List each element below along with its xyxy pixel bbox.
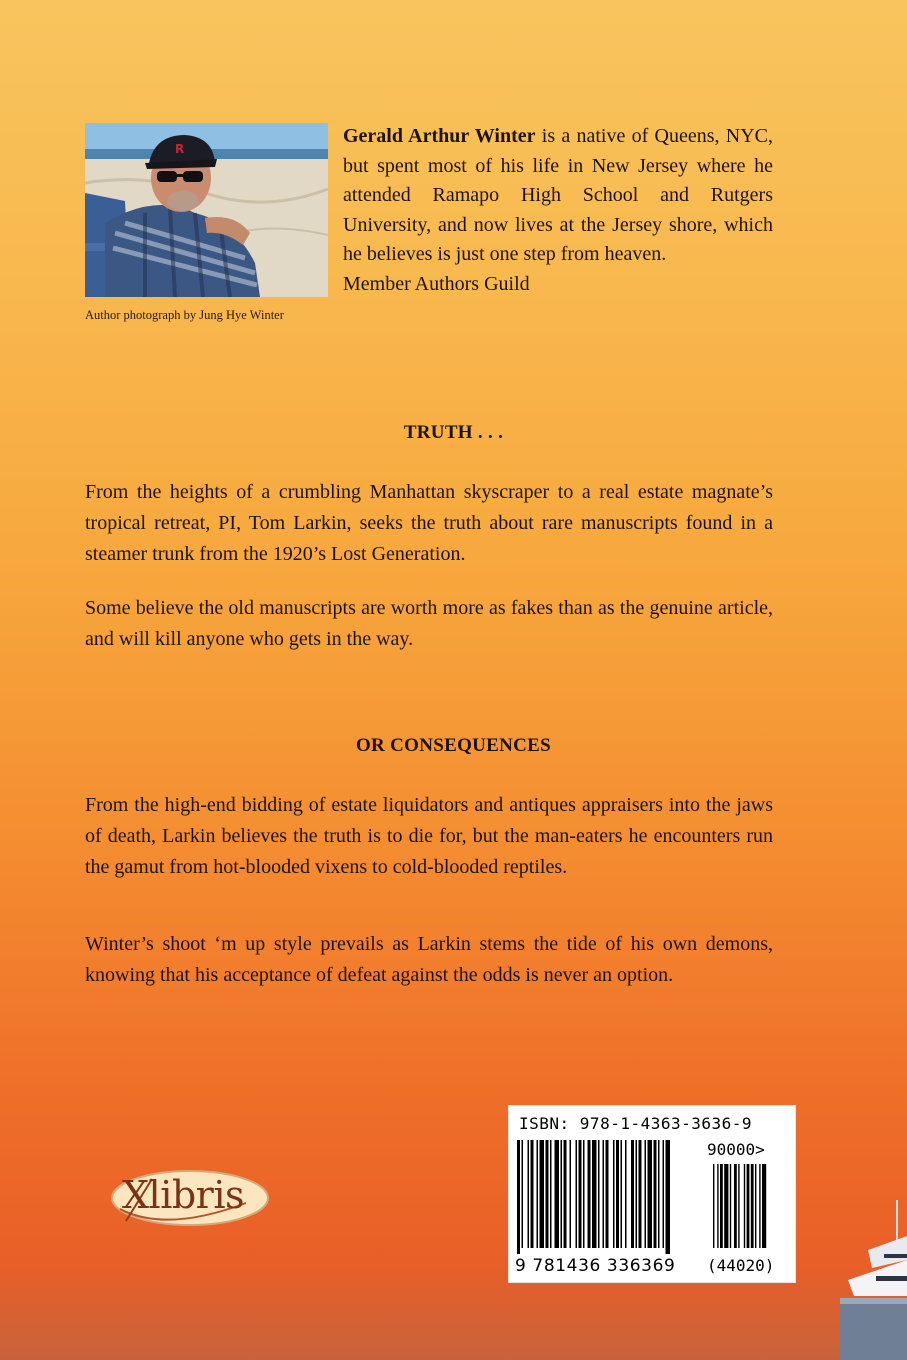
truth-paragraph-2-text: Some believe the old manuscripts are worth more as fakes than as the genuine article, and will kill anyone who gets in the way. — [85, 597, 773, 650]
author-photo — [85, 123, 328, 297]
barcode-bar — [592, 1140, 597, 1248]
truth-paragraph-2 — [85, 593, 773, 655]
addon-bar — [762, 1164, 766, 1248]
author-bio-text: is a native of Queens, NYC, but spent most of his life in New Jersey where he attended Ramapo High School and Rutgers University, and now lives at the Jersey shore, which he believes is just one step from heaven. — [343, 125, 774, 265]
barcode-bar — [550, 1140, 552, 1248]
consequences-paragraph-2-text: Winter’s shoot ‘m up style prevails as Larkin stems the tide of his own demons, knowing that his acceptance of defeat against the odds is never an option. — [85, 933, 773, 986]
addon-bar — [738, 1164, 739, 1248]
barcode-bar — [606, 1140, 609, 1248]
barcode-bar — [564, 1140, 567, 1248]
price-code: (44020) — [707, 1256, 775, 1275]
barcode-bar — [654, 1140, 657, 1248]
barcode-bar — [625, 1140, 627, 1248]
addon-bar — [720, 1164, 723, 1248]
author-name: Gerald Arthur Winter — [343, 125, 536, 147]
isbn-barcode — [508, 1105, 796, 1283]
barcode-bar — [658, 1140, 660, 1248]
photo-caption: Author photograph by Jung Hye Winter — [85, 308, 284, 322]
publisher-logo-text: Xlibris — [122, 1173, 245, 1217]
addon-bar — [734, 1164, 737, 1248]
author-bio — [343, 122, 773, 270]
barcode-bar — [631, 1140, 634, 1248]
consequences-paragraph-1-text: From the high-end bidding of estate liquidators and antiques appraisers into the jaws of death, Larkin believes the truth is to die for, but the man-eaters he encounters run the gamut from hot-blooded vixens to cold-blooded reptiles. — [85, 794, 773, 878]
barcode-bar — [531, 1140, 534, 1248]
addon-bar — [713, 1164, 714, 1248]
author-photo-illustration — [85, 123, 328, 297]
barcode-bar — [576, 1140, 578, 1248]
truth-paragraph-1-text: From the heights of a crumbling Manhattan skyscraper to a real estate magnate’s tropical retreat, PI, Tom Larkin, seeks the truth about rare manuscripts found in a steamer trunk from the 1920’s Lost Generation. — [85, 481, 773, 565]
addon-bar — [755, 1164, 756, 1248]
price-addon-digits: 90000> — [707, 1140, 765, 1159]
barcode-bar — [579, 1140, 582, 1248]
barcode-bar — [537, 1140, 539, 1248]
barcode-bar — [588, 1140, 591, 1248]
addon-bar — [751, 1164, 754, 1248]
barcode-bar — [517, 1140, 520, 1254]
author-membership: Member Authors Guild — [343, 273, 530, 295]
barcode-bar — [663, 1140, 665, 1248]
consequences-heading: OR CONSEQUENCES — [355, 735, 552, 756]
addon-bar — [747, 1164, 750, 1248]
addon-bar — [717, 1164, 718, 1248]
barcode-bar — [570, 1140, 572, 1248]
barcode-bar — [613, 1140, 615, 1248]
barcode-bar — [561, 1140, 563, 1248]
consequences-paragraph-2 — [85, 929, 773, 991]
barcode-bar — [546, 1140, 549, 1248]
barcode-bar — [636, 1140, 638, 1248]
barcode-bar — [616, 1140, 619, 1248]
barcode-bar — [540, 1140, 545, 1248]
barcode-bar — [603, 1140, 605, 1248]
svg-text:R: R — [175, 142, 185, 156]
addon-bar — [730, 1164, 731, 1248]
barcode-bar — [528, 1140, 530, 1248]
barcode-bar — [645, 1140, 647, 1248]
barcode-bars — [517, 1140, 789, 1254]
barcode-bar — [522, 1140, 524, 1248]
publisher-logo — [106, 1163, 274, 1233]
isbn-text: ISBN: 978-1-4363-3636-9 — [519, 1114, 753, 1133]
barcode-bar — [648, 1140, 653, 1248]
barcode-bar — [583, 1140, 585, 1248]
truth-heading: TRUTH . . . — [403, 422, 504, 443]
addon-bar — [759, 1164, 760, 1248]
truth-paragraph-1 — [85, 477, 773, 570]
barcode-bar — [555, 1140, 560, 1248]
addon-bar — [744, 1164, 745, 1248]
addon-bar — [724, 1164, 728, 1248]
consequences-paragraph-1 — [85, 790, 773, 883]
boat-illustration — [840, 1180, 907, 1360]
barcode-bar — [598, 1140, 600, 1248]
barcode-bar — [639, 1140, 642, 1248]
barcode-bar — [666, 1140, 671, 1254]
barcode-bar — [621, 1140, 623, 1248]
ean-digits: 9 781436 336369 — [515, 1256, 676, 1276]
